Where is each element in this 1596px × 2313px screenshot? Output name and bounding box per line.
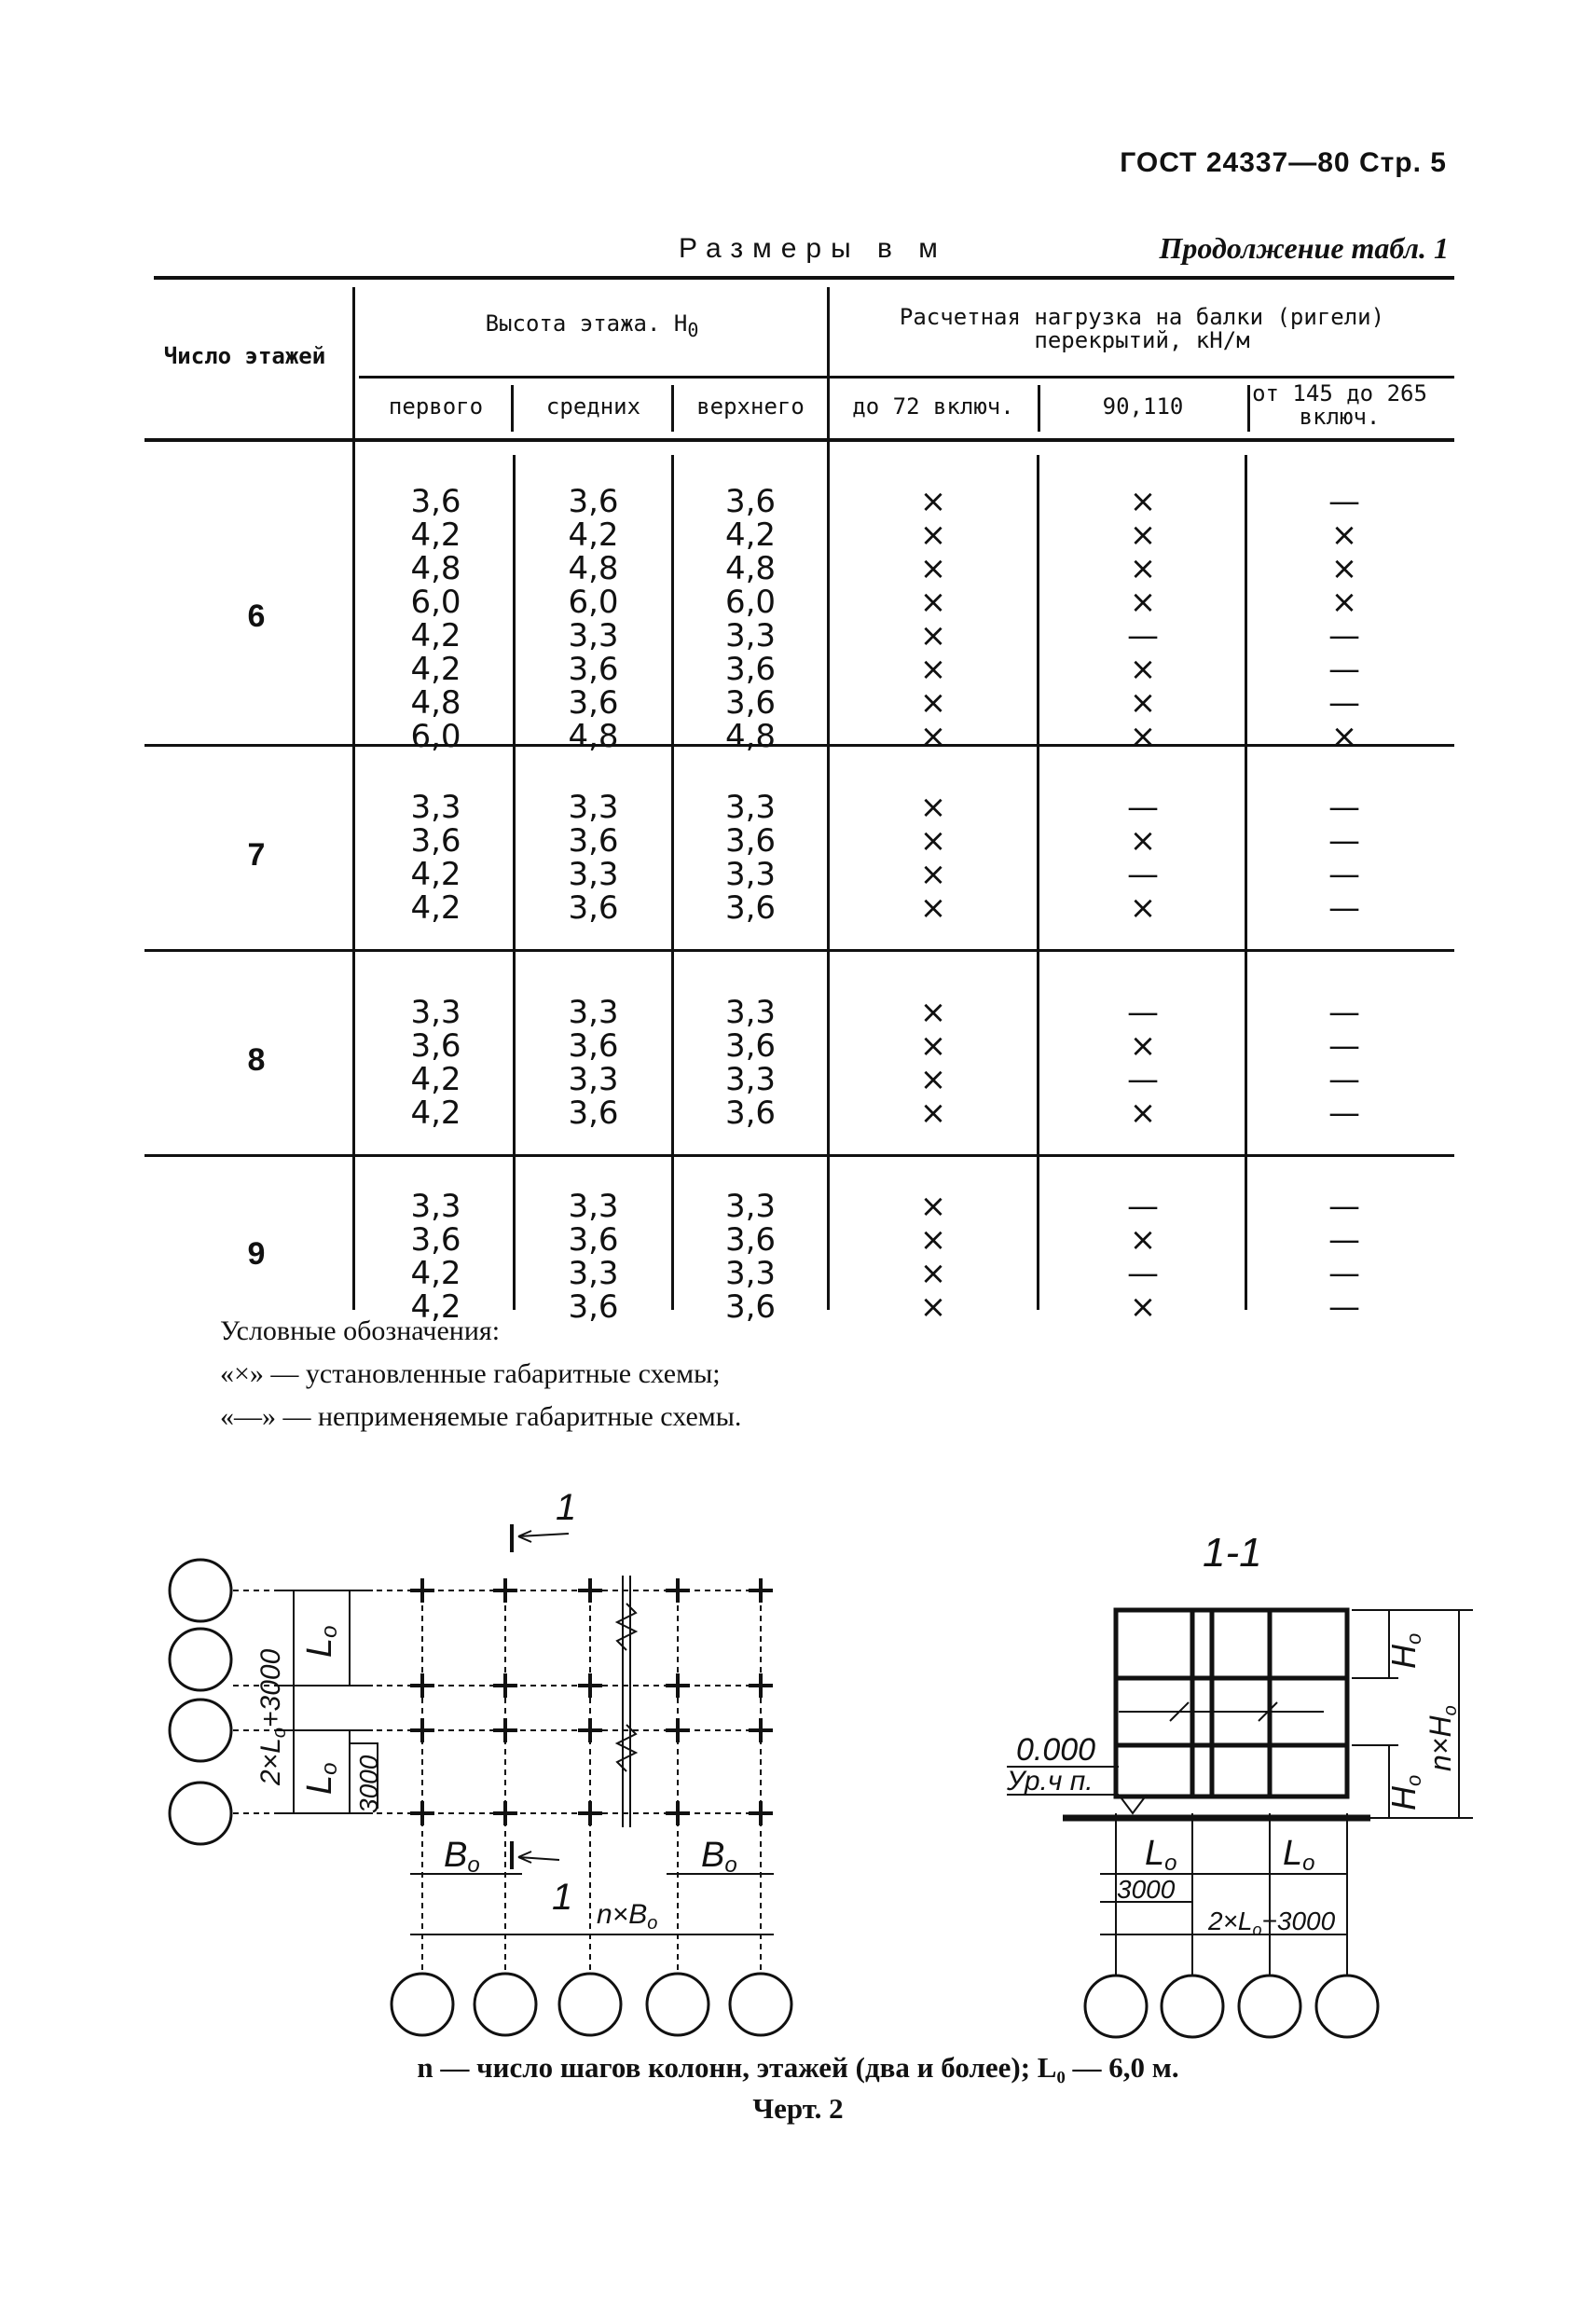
table-cell-first-floor-height: 4,2 [410,856,461,893]
table-cell-top-floor-height: 3,3 [724,617,777,654]
col-header-floors: Число этажей [163,343,326,369]
table-cell-load-up-to-72: × [919,1188,947,1225]
table-cell-top-floor-height: 3,6 [724,1095,777,1132]
table-cell-middle-floor-height: 4,2 [568,516,619,554]
table-cell-first-floor-height: 3,6 [410,822,461,860]
table-cell-load-90-110: × [1129,889,1157,927]
legend-item-not-applicable: «—» — неприменяемые габаритные схемы. [220,1401,742,1432]
table-cell-first-floor-height: 4,2 [410,516,461,554]
table-cell-load-145-265: — [1328,822,1360,860]
table-cell-middle-floor-height: 3,6 [568,483,619,520]
table-cell-top-floor-height: 4,8 [724,718,777,755]
table-cell-load-145-265: — [1328,1027,1360,1065]
floor-height-subscript: 0 [687,318,699,341]
table-cell-load-90-110: × [1129,584,1157,621]
table-cell-load-up-to-72: × [919,994,947,1031]
subheader-load-2: 90,110 [1102,393,1184,420]
dim-2xLo-plus-3000-section: $2\times L_o+3000$ [1208,1907,1336,1939]
table-cell-load-up-to-72: × [919,684,947,722]
table-cell-top-floor-height: 3,6 [724,1221,777,1259]
table-cell-load-145-265: × [1330,718,1358,755]
table-cell-load-90-110: × [1129,684,1157,722]
table-cell-top-floor-height: 3,6 [724,822,777,860]
table-cell-first-floor-height: 4,8 [410,684,461,722]
table-cell-load-90-110: — [1127,994,1159,1031]
table-col-divider [1247,385,1250,432]
axis-circle [559,1974,621,2035]
table-cell-load-90-110: — [1127,789,1159,826]
table-cell-top-floor-height: 3,6 [724,651,777,688]
axis-circle [170,1629,231,1690]
table-cell-load-up-to-72: × [919,483,947,520]
table-cell-middle-floor-height: 3,3 [568,1255,619,1292]
section-mark-top: 1 [556,1487,577,1528]
table-cell-top-floor-height: 6,0 [724,584,777,621]
table-cell-middle-floor-height: 3,6 [568,822,619,860]
table-cell-load-up-to-72: × [919,718,947,755]
table-cell-first-floor-height: 4,2 [410,617,461,654]
axis-circle [170,1783,231,1844]
table-cell-middle-floor-height: 3,6 [568,889,619,927]
table-cell-load-90-110: × [1129,1027,1157,1065]
table-cell-middle-floor-height: 6,0 [568,584,619,621]
table-cell-load-90-110: × [1129,1221,1157,1259]
table-cell-load-up-to-72: × [919,516,947,554]
table-cell-first-floor-height: 3,3 [410,1188,461,1225]
floor-height-label: Высота этажа. H [485,310,688,337]
table-cell-first-floor-height: 3,6 [410,1027,461,1065]
table-cell-top-floor-height: 3,3 [724,789,777,826]
units-caption: Размеры в м [679,233,947,264]
table-cell-first-floor-height: 4,2 [410,651,461,688]
table-cell-middle-floor-height: 3,3 [568,1188,619,1225]
subheader-load-3: от 145 до 265 включ. [1252,380,1427,431]
table-cell-load-145-265: — [1328,684,1360,722]
table-cell-top-floor-height: 4,8 [724,550,777,587]
legend-title: Условные обозначения: [220,1315,501,1346]
table-cell-middle-floor-height: 3,3 [568,789,619,826]
axis-circle [170,1700,231,1761]
table-cell-load-90-110: × [1129,651,1157,688]
dim-Ho-upper: Ho [1384,1632,1425,1669]
table-cell-first-floor-height: 3,3 [410,789,461,826]
table-col-divider [1037,455,1039,1310]
table-cell-middle-floor-height: 3,3 [568,994,619,1031]
dim-n-x-Ho: n×Ho [1424,1705,1461,1771]
table-cell-top-floor-height: 3,6 [724,684,777,722]
subheader-first: первого [388,393,484,420]
axis-circle [170,1560,231,1621]
table-cell-load-145-265: — [1328,1288,1360,1326]
table-cell-top-floor-height: 3,3 [724,1188,777,1225]
floor-count: 8 [247,1042,266,1078]
subheader-load-1: до 72 включ. [852,393,1014,420]
table-cell-load-up-to-72: × [919,1221,947,1259]
table-cell-first-floor-height: 4,2 [410,889,461,927]
floor-count: 7 [247,837,266,873]
table-cell-load-90-110: × [1129,822,1157,860]
table-cell-load-145-265: — [1328,1061,1360,1098]
dim-Ho-lower: Ho [1384,1774,1425,1810]
floor-count: 6 [247,599,266,634]
table-subheader-rule [359,376,1454,379]
table-cell-middle-floor-height: 4,8 [568,718,619,755]
section-mark-bottom: 1 [552,1877,573,1918]
dim-3000-section: 3000 [1117,1875,1176,1904]
table-cell-top-floor-height: 3,3 [724,1061,777,1098]
table-cell-first-floor-height: 4,8 [410,550,461,587]
table-cell-load-up-to-72: × [919,584,947,621]
dim-n-x-Bo: $n\times B_o$ [597,1899,658,1934]
axis-circle [475,1974,536,2035]
table-cell-load-145-265: — [1328,1188,1360,1225]
table-cell-load-145-265: × [1330,550,1358,587]
table-cell-first-floor-height: 6,0 [410,718,461,755]
axis-circle [1316,1976,1378,2037]
table-cell-load-145-265: — [1328,1221,1360,1259]
table-cell-top-floor-height: 3,3 [724,1255,777,1292]
table-cell-load-up-to-72: × [919,889,947,927]
table-cell-load-145-265: — [1328,1255,1360,1292]
table-cell-top-floor-height: 4,2 [724,516,777,554]
table-top-rule [154,276,1454,280]
legend [220,1310,741,1439]
table-cell-first-floor-height: 4,2 [410,1288,461,1326]
table-group-rule [144,949,1454,952]
axis-circle [1239,1976,1300,2037]
table-cell-load-145-265: — [1328,1095,1360,1132]
table-cell-first-floor-height: 3,3 [410,994,461,1031]
table-cell-middle-floor-height: 3,6 [568,1095,619,1132]
page-header: ГОСТ 24337—80 Стр. 5 [1120,147,1447,178]
table-cell-load-up-to-72: × [919,651,947,688]
axis-circle [392,1974,453,2035]
table-cell-load-145-265: — [1328,856,1360,893]
table-group-rule [144,1154,1454,1157]
table-cell-top-floor-height: 3,3 [724,856,777,893]
dim-2xLo-plus-3000: $2\times L_o+3000$ [255,1648,290,1785]
dim-Lo-upper: Lo [300,1625,342,1658]
table-cell-load-90-110: — [1127,617,1159,654]
axis-circle [1085,1976,1147,2037]
table-cell-load-up-to-72: × [919,856,947,893]
figure-caption: Черт. 2 [752,2092,844,2125]
table-cell-load-145-265: — [1328,994,1360,1031]
table-cell-middle-floor-height: 3,6 [568,651,619,688]
floor-count: 9 [247,1236,266,1272]
table-cell-load-up-to-72: × [919,617,947,654]
col-header-floor-height [359,312,825,340]
table-cell-middle-floor-height: 3,6 [568,1027,619,1065]
axis-circle [647,1974,709,2035]
table-cell-middle-floor-height: 3,3 [568,1061,619,1098]
table-cell-first-floor-height: 3,6 [410,483,461,520]
legend-item-established: «×» — установленные габаритные схемы; [220,1358,721,1389]
table-cell-load-up-to-72: × [919,1027,947,1065]
table-cell-load-145-265: — [1328,483,1360,520]
table-cell-top-floor-height: 3,6 [724,1027,777,1065]
axis-circle [1162,1976,1223,2037]
table-cell-first-floor-height: 4,2 [410,1095,461,1132]
table-cell-load-145-265: — [1328,651,1360,688]
table-cell-load-90-110: × [1129,483,1157,520]
table-cell-first-floor-height: 3,6 [410,1221,461,1259]
table-cell-load-90-110: — [1127,1061,1159,1098]
axis-circle [730,1974,791,2035]
dim-Lo-section-right: Lo [1283,1834,1315,1876]
subheader-top: верхнего [696,393,805,420]
figure-note: n — число шагов колонн, этажей (два и более); L₀ — 6,0 м. [417,2051,1179,2084]
frame-scheme-drawing [0,1464,1596,2042]
table-cell-load-up-to-72: × [919,1095,947,1132]
level-zero-label: 0.000 [1016,1732,1096,1768]
table-cell-load-90-110: × [1129,1095,1157,1132]
table-cell-load-90-110: — [1127,856,1159,893]
col-header-design-load: Расчетная нагрузка на балки (ригели) перекрытий, кН/м [899,304,1385,354]
table-cell-middle-floor-height: 3,6 [568,1288,619,1326]
table-cell-load-90-110: — [1127,1255,1159,1292]
table-cell-load-145-265: — [1328,889,1360,927]
subheader-middle: средних [545,393,641,420]
table-cell-load-90-110: — [1127,1188,1159,1225]
table-cell-middle-floor-height: 4,8 [568,550,619,587]
table-cell-load-up-to-72: × [919,789,947,826]
table-cell-first-floor-height: 4,2 [410,1255,461,1292]
table-cell-load-145-265: — [1328,789,1360,826]
dim-Bo-right: Bo [701,1836,737,1878]
table-cell-load-90-110: × [1129,1288,1157,1326]
level-floor-label: Ур.ч п. [1007,1766,1094,1797]
table-cell-load-up-to-72: × [919,550,947,587]
table-cell-load-90-110: × [1129,516,1157,554]
table-cell-load-up-to-72: × [919,1061,947,1098]
section-title: 1-1 [1203,1530,1262,1576]
table-cell-load-up-to-72: × [919,1255,947,1292]
table-cell-first-floor-height: 4,2 [410,1061,461,1098]
table-cell-top-floor-height: 3,6 [724,1288,777,1326]
table-cell-middle-floor-height: 3,6 [568,1221,619,1259]
dim-Bo-left: Bo [444,1836,480,1878]
dim-Lo-lower: Lo [300,1762,342,1795]
table-cell-middle-floor-height: 3,3 [568,856,619,893]
table-cell-top-floor-height: 3,6 [724,889,777,927]
table-cell-middle-floor-height: 3,3 [568,617,619,654]
table-cell-middle-floor-height: 3,6 [568,684,619,722]
table-cell-load-145-265: — [1328,617,1360,654]
table-continuation: Продолжение табл. 1 [1159,231,1449,265]
dim-3000-plan: 3000 [354,1755,383,1813]
table-cell-first-floor-height: 6,0 [410,584,461,621]
table-cell-load-90-110: × [1129,718,1157,755]
table-cell-load-up-to-72: × [919,822,947,860]
table-cell-top-floor-height: 3,6 [724,483,777,520]
table-cell-load-145-265: × [1330,516,1358,554]
dim-Lo-section-left: Lo [1145,1834,1177,1876]
table-cell-load-up-to-72: × [919,1288,947,1326]
table-cell-top-floor-height: 3,3 [724,994,777,1031]
table-cell-load-90-110: × [1129,550,1157,587]
table-header-bottom-rule [144,438,1454,442]
table-cell-load-145-265: × [1330,584,1358,621]
